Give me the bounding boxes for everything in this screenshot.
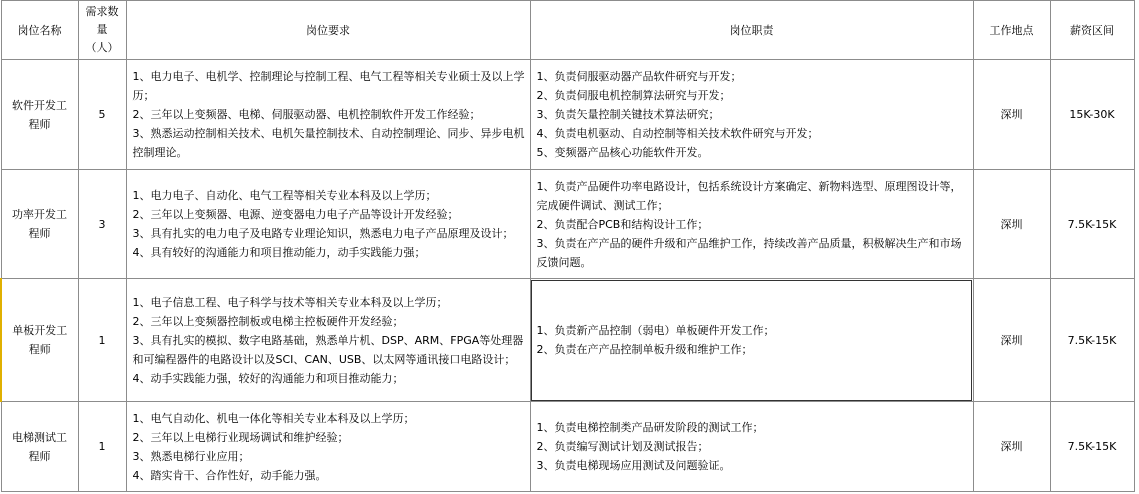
cell-location[interactable]: 深圳 [973, 402, 1050, 492]
cell-name[interactable]: 电梯测试工程师 [1, 402, 78, 492]
requirement-line: 1、电子信息工程、电子科学与技术等相关专业本科及以上学历； [132, 295, 448, 309]
duty-line: 3、负责电梯现场应用测试及问题验证。 [536, 459, 731, 472]
duty-line: 2、负责配合PCB和结构设计工作； [536, 217, 709, 231]
requirement-line: 3、具有扎实的电力电子及电路专业理论知识，熟悉电力电子产品原理及设计； [132, 227, 514, 240]
table-row [1, 60, 1134, 170]
header-duties[interactable]: 岗位职责 [530, 1, 973, 60]
table-row [1, 402, 1134, 492]
cell-requirements[interactable] [126, 170, 530, 279]
cell-name[interactable]: 单板开发工程师 [1, 279, 78, 402]
cell-salary[interactable]: 7.5K-15K [1050, 402, 1134, 492]
header-location[interactable]: 工作地点 [973, 1, 1050, 60]
duty-line: 3、负责矢量控制关键技术算法研究； [536, 108, 720, 121]
cell-requirements[interactable] [126, 279, 530, 402]
cell-salary[interactable]: 7.5K-15K [1050, 279, 1134, 402]
cell-count[interactable]: 1 [78, 279, 126, 402]
duty-line: 1、负责电梯控制类产品研发阶段的测试工作； [536, 421, 764, 434]
table-row [1, 279, 1134, 402]
cell-location[interactable]: 深圳 [973, 60, 1050, 170]
requirement-line: 1、电气自动化、机电一体化等相关专业本科及以上学历； [132, 411, 415, 425]
cell-count[interactable]: 1 [78, 402, 126, 492]
requirement-line: 2、三年以上变频器、电源、逆变器电力电子产品等设计开发经验； [132, 208, 459, 221]
cell-name[interactable]: 功率开发工程师 [1, 170, 78, 279]
cell-location[interactable]: 深圳 [973, 279, 1050, 402]
cell-requirements[interactable] [126, 402, 530, 492]
duty-line: 1、负责新产品控制（弱电）单板硬件开发工作； [536, 324, 775, 337]
requirement-line: 3、熟悉运动控制相关技术、电机矢量控制技术、自动控制理论、同步、异步电机控制理论。 [132, 127, 525, 159]
cell-duties[interactable] [530, 170, 973, 279]
cell-duties[interactable] [530, 60, 973, 170]
duty-line: 2、负责在产产品控制单板升级和维护工作； [536, 343, 753, 356]
requirement-line: 3、具有扎实的模拟、数字电路基础，熟悉单片机、DSP、ARM、FPGA等处理器和可编程器件的电路设计以及SCI、CAN、USB、以太网等通讯接口电路设计； [132, 333, 524, 366]
header-name[interactable]: 岗位名称 [1, 1, 78, 60]
header-count[interactable]: 需求数量（人） [78, 1, 126, 60]
header-row [1, 1, 1134, 60]
cell-location[interactable]: 深圳 [973, 170, 1050, 279]
cell-requirements[interactable] [126, 60, 530, 170]
requirement-line: 1、电力电子、电机学、控制理论与控制工程、电气工程等相关专业硕士及以上学历； [132, 70, 525, 102]
duty-line: 1、负责伺服驱动器产品软件研究与开发； [536, 70, 742, 83]
cell-salary[interactable]: 15K-30K [1050, 60, 1134, 170]
cell-duties-selected[interactable] [530, 279, 973, 402]
requirement-line: 2、三年以上电梯行业现场调试和维护经验； [132, 430, 349, 444]
table-row [1, 170, 1134, 279]
header-requirements[interactable]: 岗位要求 [126, 1, 530, 60]
cell-name[interactable]: 软件开发工程师 [1, 60, 78, 170]
requirement-line: 4、具有较好的沟通能力和项目推动能力，动手实践能力强； [132, 246, 426, 259]
header-salary[interactable]: 薪资区间 [1050, 1, 1134, 60]
requirement-line: 2、三年以上变频器、电梯、伺服驱动器、电机控制软件开发工作经验； [132, 108, 481, 121]
cell-count[interactable]: 5 [78, 60, 126, 170]
duty-line: 2、负责编写测试计划及测试报告； [536, 440, 709, 453]
cell-duties[interactable] [530, 402, 973, 492]
duty-line: 2、负责伺服电机控制算法研究与开发； [536, 89, 731, 102]
duty-line: 4、负责电机驱动、自动控制等相关技术软件研究与开发； [536, 127, 819, 140]
duty-line: 3、负责在产产品的硬件升级和产品维护工作，持续改善产品质量，积极解决生产和市场反馈问题。 [536, 236, 962, 269]
requirement-line: 2、三年以上变频器控制板或电梯主控板硬件开发经验； [132, 314, 404, 328]
cell-salary[interactable]: 7.5K-15K [1050, 170, 1134, 279]
duty-line: 5、变频器产品核心功能软件开发。 [536, 146, 709, 159]
requirement-line: 4、踏实肯干、合作性好，动手能力强。 [132, 468, 327, 482]
requirement-line: 3、熟悉电梯行业应用； [132, 449, 250, 463]
requirement-line: 1、电力电子、自动化、电气工程等相关专业本科及以上学历； [132, 189, 437, 202]
duty-line: 1、负责产品硬件功率电路设计，包括系统设计方案确定、新物料选型、原理图设计等，完成硬件调试、测试工作； [536, 179, 962, 212]
requirement-line: 4、动手实践能力强，较好的沟通能力和项目推动能力； [132, 371, 404, 385]
cell-count[interactable]: 3 [78, 170, 126, 279]
